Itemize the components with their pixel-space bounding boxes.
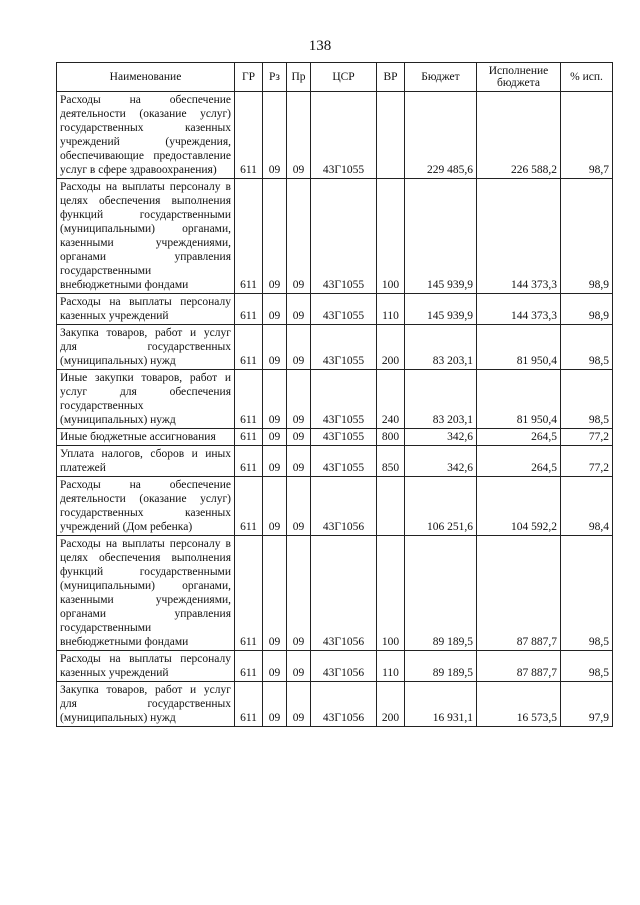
- cell-gr: 611: [235, 92, 263, 179]
- cell-gr: 611: [235, 536, 263, 651]
- cell-csr: 43Г1055: [311, 179, 377, 294]
- header-execution: Исполнение бюджета: [477, 63, 561, 92]
- header-vr: ВР: [377, 63, 405, 92]
- cell-gr: 611: [235, 477, 263, 536]
- table-row: [57, 179, 613, 294]
- table-row: [57, 429, 613, 446]
- cell-execution: 87 887,7: [477, 651, 561, 682]
- cell-vr: 100: [377, 179, 405, 294]
- table-row: [57, 370, 613, 429]
- cell-execution: 104 592,2: [477, 477, 561, 536]
- cell-vr: 200: [377, 682, 405, 727]
- cell-csr: 43Г1055: [311, 92, 377, 179]
- cell-budget: 83 203,1: [405, 325, 477, 370]
- cell-budget: 89 189,5: [405, 536, 477, 651]
- cell-csr: 43Г1055: [311, 294, 377, 325]
- header-name: Наименование: [57, 63, 235, 92]
- cell-pr: 09: [287, 325, 311, 370]
- cell-pr: 09: [287, 682, 311, 727]
- cell-name: Уплата налогов, сборов и иных платежей: [57, 446, 235, 477]
- cell-csr: 43Г1056: [311, 536, 377, 651]
- cell-percent: 98,5: [561, 651, 613, 682]
- cell-name: Расходы на выплаты персоналу в целях обеспечения выполнения функций государственными (муниципальными) органами, казенными учреждениями, органами управления государственными внебюджетными фондами: [57, 179, 235, 294]
- cell-vr: 110: [377, 651, 405, 682]
- cell-execution: 264,5: [477, 446, 561, 477]
- cell-execution: 226 588,2: [477, 92, 561, 179]
- cell-rz: 09: [263, 92, 287, 179]
- header-rz: Рз: [263, 63, 287, 92]
- cell-execution: 144 373,3: [477, 179, 561, 294]
- cell-execution: 144 373,3: [477, 294, 561, 325]
- cell-csr: 43Г1055: [311, 370, 377, 429]
- table-row: [57, 651, 613, 682]
- cell-percent: 98,9: [561, 294, 613, 325]
- cell-rz: 09: [263, 536, 287, 651]
- cell-name: Расходы на обеспечение деятельности (оказание услуг) государственных казенных учреждений (Дом ребенка): [57, 477, 235, 536]
- cell-execution: 81 950,4: [477, 325, 561, 370]
- table-row: [57, 294, 613, 325]
- cell-vr: 110: [377, 294, 405, 325]
- cell-execution: 81 950,4: [477, 370, 561, 429]
- cell-budget: 106 251,6: [405, 477, 477, 536]
- cell-budget: 83 203,1: [405, 370, 477, 429]
- cell-pr: 09: [287, 294, 311, 325]
- cell-budget: 229 485,6: [405, 92, 477, 179]
- cell-budget: 89 189,5: [405, 651, 477, 682]
- cell-percent: 98,5: [561, 536, 613, 651]
- cell-gr: 611: [235, 446, 263, 477]
- cell-vr: [377, 477, 405, 536]
- header-budget: Бюджет: [405, 63, 477, 92]
- cell-pr: 09: [287, 477, 311, 536]
- cell-name: Закупка товаров, работ и услуг для государственных (муниципальных) нужд: [57, 682, 235, 727]
- table-row: [57, 325, 613, 370]
- cell-execution: 87 887,7: [477, 536, 561, 651]
- cell-rz: 09: [263, 651, 287, 682]
- cell-vr: 800: [377, 429, 405, 446]
- cell-rz: 09: [263, 370, 287, 429]
- cell-percent: 77,2: [561, 429, 613, 446]
- cell-gr: 611: [235, 651, 263, 682]
- header-percent: % исп.: [561, 63, 613, 92]
- cell-pr: 09: [287, 446, 311, 477]
- cell-name: Расходы на обеспечение деятельности (оказание услуг) государственных казенных учреждений (учреждения, обеспечивающие предоставление услуг в сфере здравоохранения): [57, 92, 235, 179]
- cell-budget: 145 939,9: [405, 179, 477, 294]
- table-row: [57, 92, 613, 179]
- cell-percent: 98,7: [561, 92, 613, 179]
- cell-vr: 200: [377, 325, 405, 370]
- page-number: 138: [308, 38, 332, 54]
- cell-budget: 342,6: [405, 446, 477, 477]
- cell-execution: 264,5: [477, 429, 561, 446]
- cell-gr: 611: [235, 429, 263, 446]
- cell-pr: 09: [287, 370, 311, 429]
- cell-gr: 611: [235, 179, 263, 294]
- cell-name: Расходы на выплаты персоналу казенных учреждений: [57, 294, 235, 325]
- cell-vr: 100: [377, 536, 405, 651]
- cell-budget: 342,6: [405, 429, 477, 446]
- cell-gr: 611: [235, 370, 263, 429]
- cell-percent: 97,9: [561, 682, 613, 727]
- cell-rz: 09: [263, 325, 287, 370]
- cell-pr: 09: [287, 92, 311, 179]
- cell-csr: 43Г1055: [311, 325, 377, 370]
- table-header-row: [57, 63, 613, 92]
- cell-pr: 09: [287, 179, 311, 294]
- cell-csr: 43Г1056: [311, 682, 377, 727]
- cell-name: Закупка товаров, работ и услуг для государственных (муниципальных) нужд: [57, 325, 235, 370]
- cell-name: Иные бюджетные ассигнования: [57, 429, 235, 446]
- cell-csr: 43Г1055: [311, 429, 377, 446]
- cell-rz: 09: [263, 446, 287, 477]
- cell-name: Расходы на выплаты персоналу в целях обеспечения выполнения функций государственными (муниципальными) органами, казенными учреждениями, органами управления государственными внебюджетными фондами: [57, 536, 235, 651]
- cell-vr: 240: [377, 370, 405, 429]
- table-row: [57, 682, 613, 727]
- header-csr: ЦСР: [311, 63, 377, 92]
- cell-execution: 16 573,5: [477, 682, 561, 727]
- cell-gr: 611: [235, 325, 263, 370]
- header-pr: Пр: [287, 63, 311, 92]
- cell-percent: 98,9: [561, 179, 613, 294]
- cell-rz: 09: [263, 682, 287, 727]
- table-row: [57, 536, 613, 651]
- cell-rz: 09: [263, 179, 287, 294]
- cell-name: Расходы на выплаты персоналу казенных учреждений: [57, 651, 235, 682]
- cell-vr: [377, 92, 405, 179]
- cell-rz: 09: [263, 294, 287, 325]
- budget-table: [56, 62, 613, 727]
- cell-csr: 43Г1056: [311, 477, 377, 536]
- cell-rz: 09: [263, 477, 287, 536]
- cell-pr: 09: [287, 429, 311, 446]
- cell-vr: 850: [377, 446, 405, 477]
- cell-gr: 611: [235, 682, 263, 727]
- cell-pr: 09: [287, 651, 311, 682]
- cell-gr: 611: [235, 294, 263, 325]
- cell-percent: 98,5: [561, 370, 613, 429]
- cell-csr: 43Г1055: [311, 446, 377, 477]
- table-row: [57, 477, 613, 536]
- cell-csr: 43Г1056: [311, 651, 377, 682]
- table-row: [57, 446, 613, 477]
- cell-name: Иные закупки товаров, работ и услуг для обеспечения государственных (муниципальных) нужд: [57, 370, 235, 429]
- cell-budget: 145 939,9: [405, 294, 477, 325]
- header-gr: ГР: [235, 63, 263, 92]
- cell-percent: 77,2: [561, 446, 613, 477]
- cell-pr: 09: [287, 536, 311, 651]
- cell-budget: 16 931,1: [405, 682, 477, 727]
- table-body: [57, 92, 613, 727]
- cell-rz: 09: [263, 429, 287, 446]
- cell-percent: 98,5: [561, 325, 613, 370]
- cell-percent: 98,4: [561, 477, 613, 536]
